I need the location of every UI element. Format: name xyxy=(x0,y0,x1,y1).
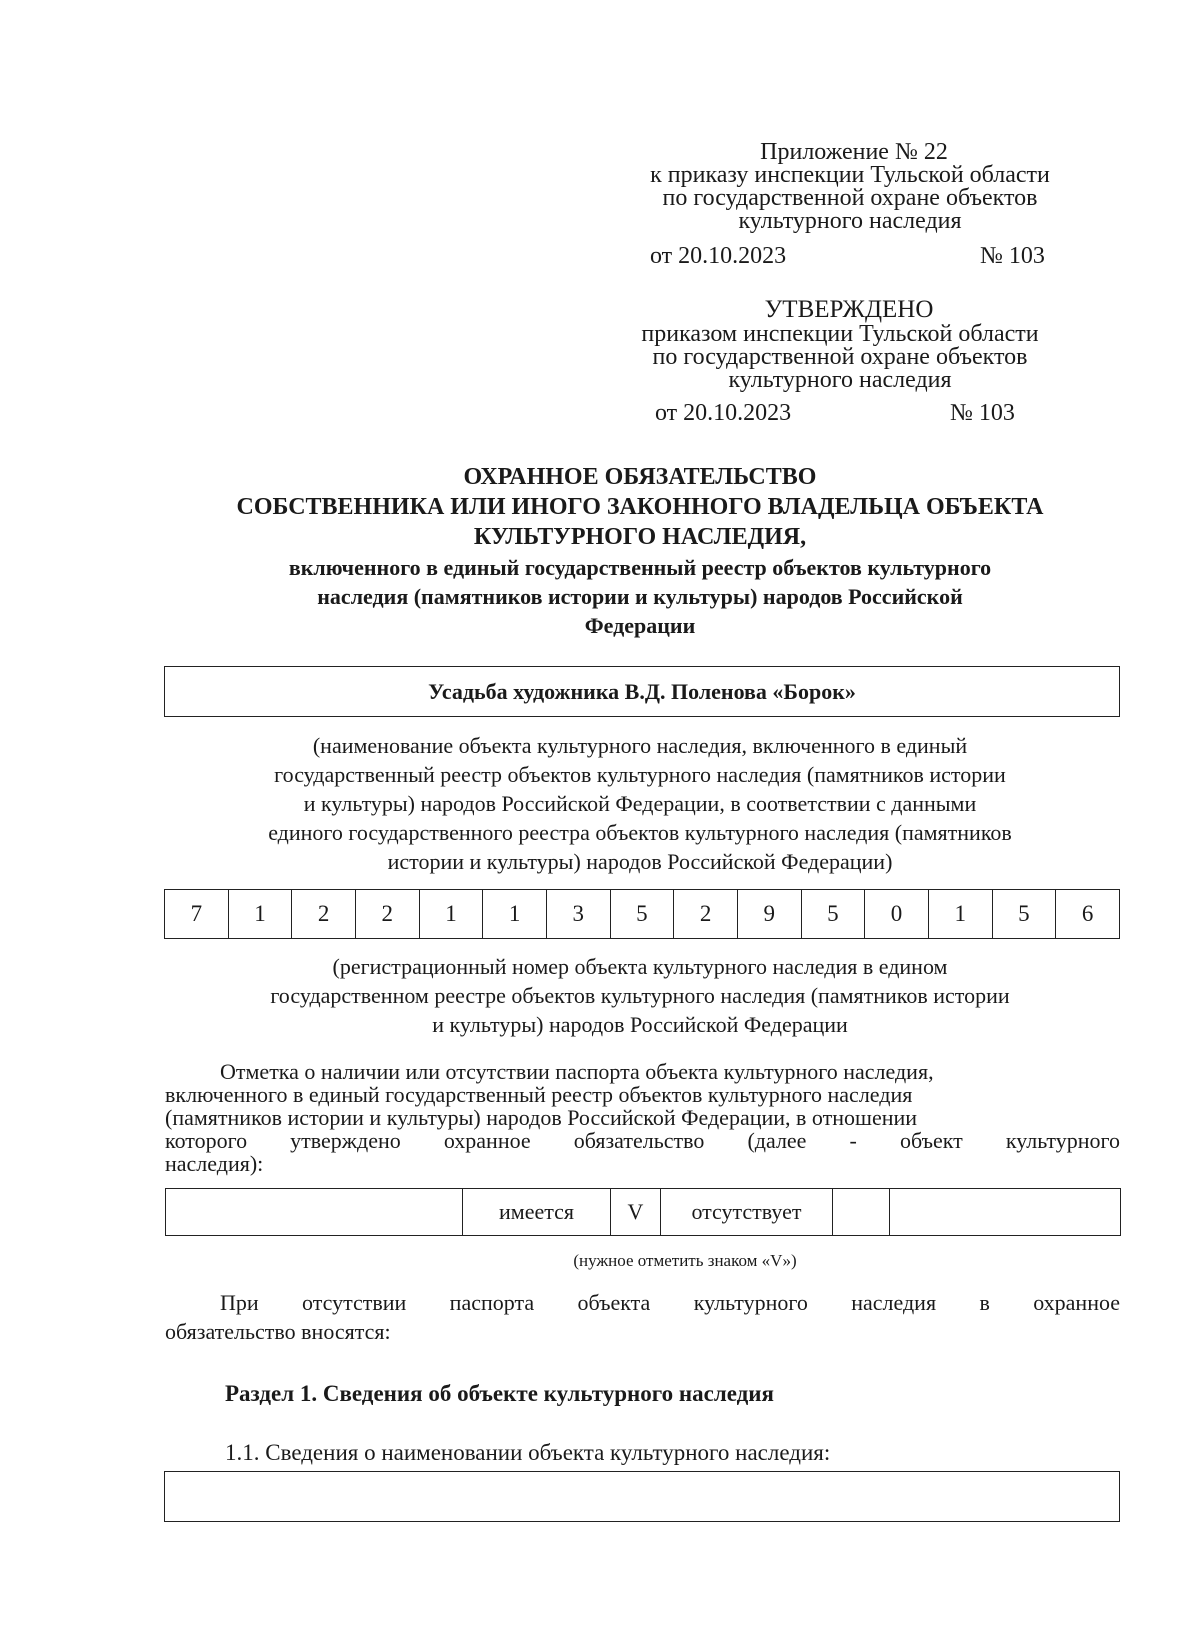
passport-paragraph xyxy=(165,1060,1120,1175)
absence-paragraph xyxy=(165,1288,1120,1346)
para-line: (памятников истории и культуры) народов Российской Федерации, в отношении xyxy=(165,1105,918,1130)
appendix-title: Приложение № 22 xyxy=(760,139,948,165)
section-1-heading: Раздел 1. Сведения об объекте культурного наследия xyxy=(225,1381,774,1406)
appendix-line: культурного наследия xyxy=(738,208,962,234)
approved-line: приказом инспекции Тульской области xyxy=(641,321,1039,347)
para-line: которого утверждено охранное обязательство (далее - объект культурного xyxy=(165,1128,1120,1153)
object-name-field[interactable] xyxy=(164,1471,1120,1522)
caption-line: государственном реестре объектов культурного наследия (памятников истории xyxy=(270,983,1010,1008)
reg-digit: 1 xyxy=(928,890,992,939)
appendix-block xyxy=(600,141,1100,233)
mark-note: (нужное отметить знаком «V») xyxy=(573,1251,797,1270)
reg-digit: 6 xyxy=(1056,890,1120,939)
reg-digit: 5 xyxy=(801,890,865,939)
para-line: Отметка о наличии или отсутствии паспорта объекта культурного наследия, xyxy=(220,1059,934,1084)
para-line: обязательство вносятся: xyxy=(165,1319,391,1344)
title-line: ОХРАННОЕ ОБЯЗАТЕЛЬСТВО xyxy=(463,464,817,490)
absent-passport-label: отсутствует xyxy=(661,1189,833,1236)
reg-digit: 2 xyxy=(292,890,356,939)
reg-digit: 9 xyxy=(737,890,801,939)
has-passport-label: имеется xyxy=(463,1189,611,1236)
title-line: КУЛЬТУРНОГО НАСЛЕДИЯ, xyxy=(473,524,807,550)
subtitle-line: Федерации xyxy=(584,613,696,638)
approved-title: УТВЕРЖДЕНО xyxy=(764,296,934,323)
appendix-date: от 20.10.2023 xyxy=(650,243,787,269)
passport-mark-table xyxy=(165,1188,1121,1236)
caption-line: и культуры) народов Российской Федерации xyxy=(432,1012,848,1037)
caption-line: (наименование объекта культурного наследия, включенного в единый xyxy=(312,733,968,758)
para-line: При отсутствии паспорта объекта культурного наследия в охранное xyxy=(220,1290,1120,1315)
approved-number: № 103 xyxy=(950,400,1015,426)
reg-digit: 1 xyxy=(419,890,483,939)
approved-line: по государственной охране объектов xyxy=(652,344,1028,370)
para-line: наследия): xyxy=(165,1151,264,1176)
appendix-line: к приказу инспекции Тульской области xyxy=(650,162,1050,188)
approved-line: культурного наследия xyxy=(728,367,952,393)
caption-line: государственный реестр объектов культурного наследия (памятников истории xyxy=(274,762,1006,787)
reg-digit: 3 xyxy=(546,890,610,939)
caption-line: истории и культуры) народов Российской Федерации) xyxy=(387,849,893,874)
appendix-number: № 103 xyxy=(980,243,1045,269)
subtitle-line: наследия (памятников истории и культуры) народов Российской xyxy=(317,584,963,609)
object-name: Усадьба художника В.Д. Поленова «Борок» xyxy=(428,679,856,704)
reg-digit: 2 xyxy=(355,890,419,939)
approved-date: от 20.10.2023 xyxy=(655,400,792,426)
reg-digit: 1 xyxy=(483,890,547,939)
reg-digit: 0 xyxy=(865,890,929,939)
section-1-1-heading: 1.1. Сведения о наименовании объекта культурного наследия: xyxy=(225,1440,831,1465)
object-name-box xyxy=(164,666,1120,717)
title-line: СОБСТВЕННИКА ИЛИ ИНОГО ЗАКОННОГО ВЛАДЕЛЬЦА ОБЪЕКТА xyxy=(236,494,1044,520)
document-title xyxy=(190,462,1090,552)
reg-digit: 5 xyxy=(992,890,1056,939)
document-subtitle xyxy=(190,553,1090,640)
subtitle-line: включенного в единый государственный реестр объектов культурного xyxy=(288,555,992,580)
has-passport-checkbox[interactable]: V xyxy=(611,1189,661,1236)
reg-digit: 1 xyxy=(228,890,292,939)
mark-empty-cell xyxy=(166,1189,463,1236)
reg-digit: 2 xyxy=(674,890,738,939)
object-name-caption xyxy=(160,731,1120,876)
caption-line: и культуры) народов Российской Федерации, в соответствии с данными xyxy=(303,791,977,816)
appendix-line: по государственной охране объектов xyxy=(662,185,1038,211)
para-line: включенного в единый государственный реестр объектов культурного наследия xyxy=(165,1082,913,1107)
mark-empty-cell xyxy=(890,1189,1121,1236)
registration-caption xyxy=(160,952,1120,1039)
reg-digit: 7 xyxy=(165,890,229,939)
approved-block xyxy=(590,297,1090,392)
caption-line: (регистрационный номер объекта культурного наследия в едином xyxy=(332,954,948,979)
reg-digit: 5 xyxy=(610,890,674,939)
caption-line: единого государственного реестра объектов культурного наследия (памятников xyxy=(268,820,1012,845)
absent-passport-checkbox[interactable] xyxy=(833,1189,890,1236)
registration-number-table xyxy=(164,889,1120,939)
